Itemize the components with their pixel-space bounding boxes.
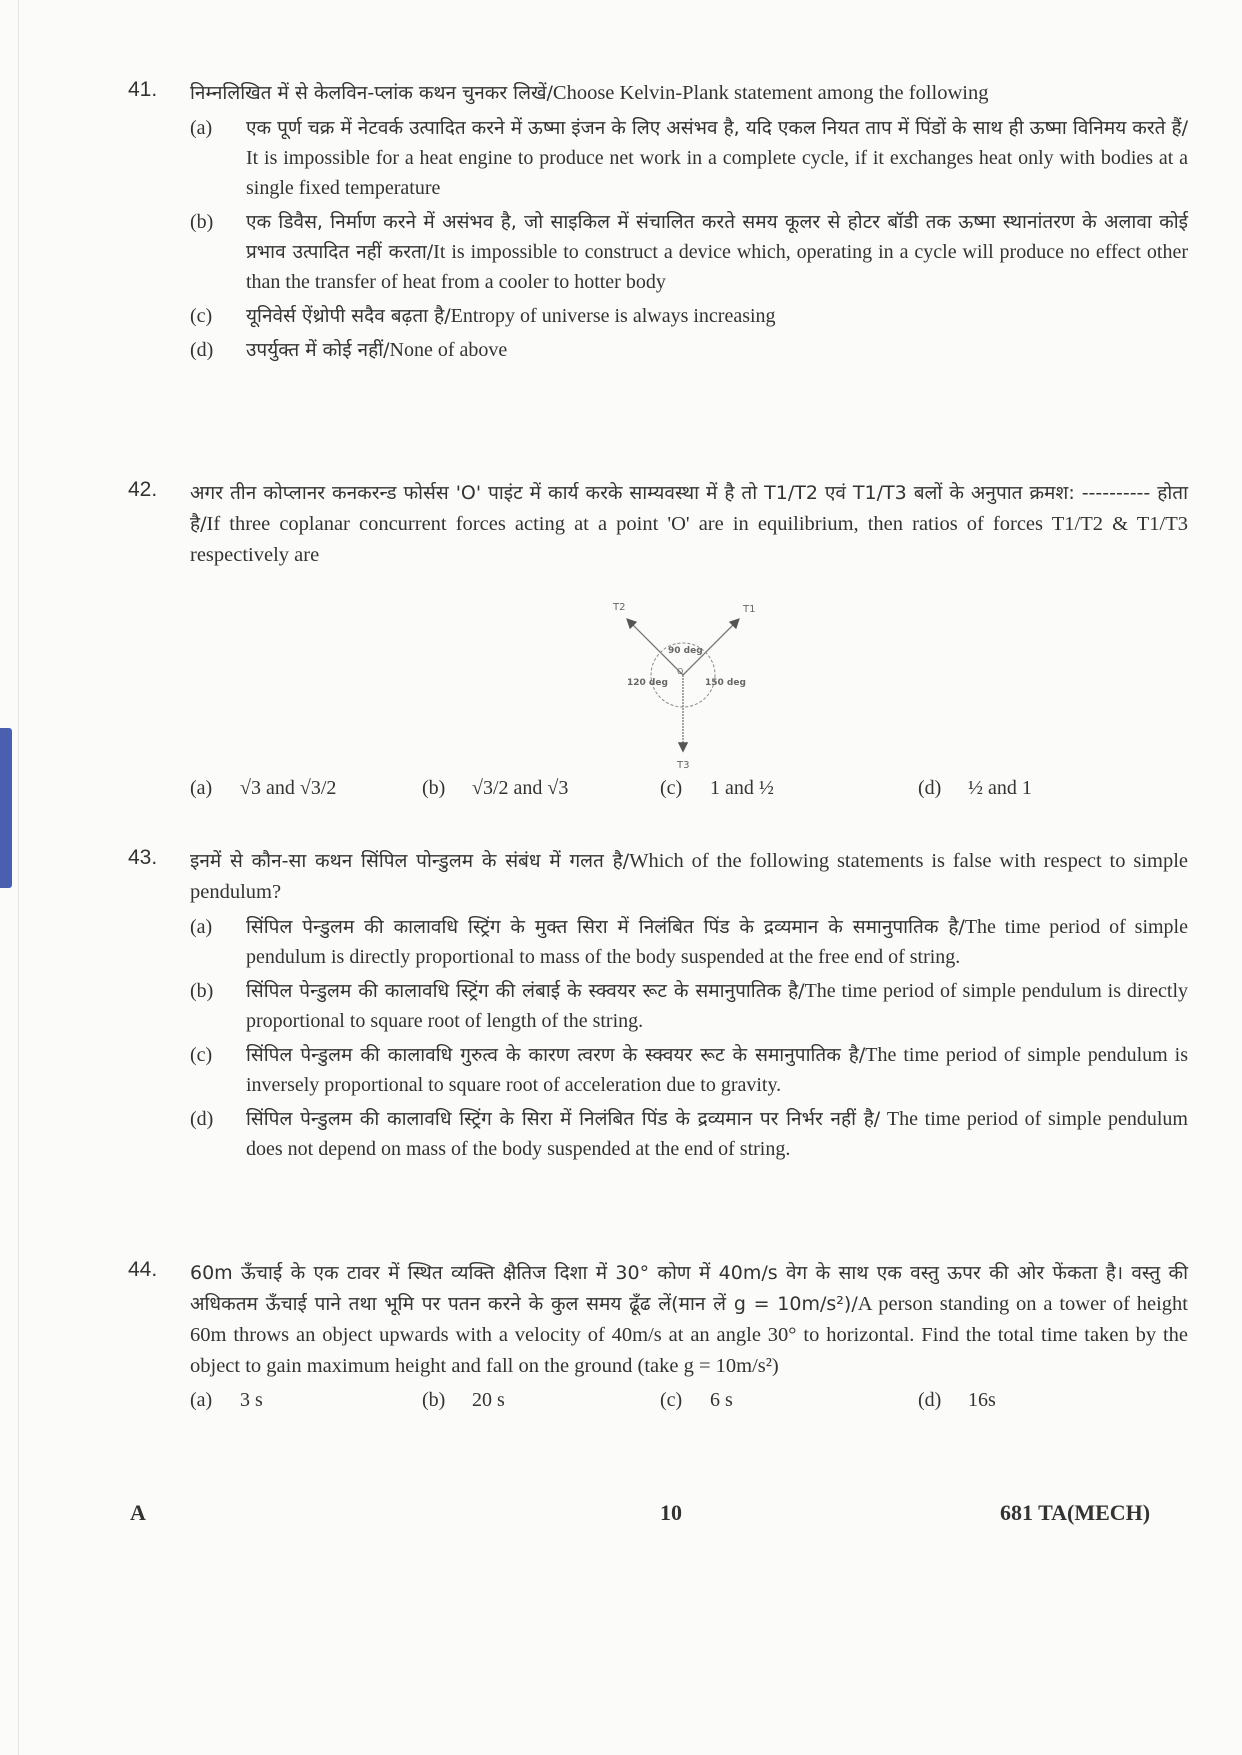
option-b: (b) 20 s bbox=[422, 1389, 505, 1411]
paper-code: 681 TA(MECH) bbox=[1000, 1500, 1151, 1525]
angle-90: 90 deg bbox=[668, 646, 703, 656]
option-c: (c) 6 s bbox=[660, 1389, 733, 1411]
page-number: 10 bbox=[660, 1500, 682, 1525]
option-a: (a) 3 s bbox=[190, 1389, 263, 1411]
question-42-options bbox=[128, 772, 1188, 804]
label-origin: O bbox=[677, 667, 684, 676]
option-c: (c) यूनिवेर्स ऐंथ्रोपी सदैव बढ़ता है/Entropy of universe is always increasing bbox=[190, 305, 776, 327]
option-a: (a) √3 and √3/2 bbox=[190, 777, 337, 799]
option-c: (c) सिंपिल पेन्डुलम की कालावधि गुरुत्व के कारण त्वरण के स्क्वयर रूट के समानुपातिक है/The time period of simple pendulum is inversely proportional to square root of acceleration due to gravity. bbox=[190, 1044, 1188, 1096]
question-44 bbox=[128, 1258, 1188, 1416]
binding-tape bbox=[0, 728, 12, 888]
question-text: 60m ऊँचाई के एक टावर में स्थित व्यक्ति क्षैतिज दिशा में 30° कोण में 40m/s वेग के साथ एक वस्तु ऊपर की ओर फेंकता है। वस्तु की अधिकतम ऊँचाई पाने तथा भूमि पर पतन करने के कुल समय ढूँढ लें(मान लें g = 10m/s²)/A person standing on a tower of height 60m throws an object upwards with a velocity of 40m/s at an angle 30° to horizontal. Find the total time taken by the object to gain maximum height and fall on the ground (take g = 10m/s²) bbox=[190, 1262, 1188, 1377]
label-t1: T1 bbox=[743, 604, 756, 615]
question-number: 43. bbox=[128, 846, 158, 869]
option-b: (b) सिंपिल पेन्डुलम की कालावधि स्ट्रिंग की लंबाई के स्क्वयर रूट के समानुपातिक है/The time period of simple pendulum is directly proportional to square root of length of the string. bbox=[190, 980, 1188, 1032]
angle-150: 150 deg bbox=[705, 678, 746, 688]
angle-120: 120 deg bbox=[627, 678, 668, 688]
page-binding-line bbox=[18, 0, 19, 1755]
option-b: (b) एक डिवैस, निर्माण करने में असंभव है, जो साइकिल में संचालित करते समय कूलर से होटर बॉडी तक ऊष्मा स्थानांतरण के अलावा कोई प्रभाव उत्पादित नहीं करता/It is impossible to construct a device which, operating in a cycle will produce no effect other than the transfer of heat from a cooler to hotter body bbox=[190, 211, 1189, 293]
question-text: निम्नलिखित में से केलविन-प्लांक कथन चुनकर लिखें/Choose Kelvin-Plank statement among the following bbox=[190, 82, 989, 104]
question-number: 41. bbox=[128, 78, 158, 101]
question-43 bbox=[128, 846, 1188, 1164]
question-number: 42. bbox=[128, 478, 158, 501]
option-d: (d) सिंपिल पेन्डुलम की कालावधि स्ट्रिंग के सिरा में निलंबित पिंड के द्रव्यमान पर निर्भर नहीं है/ The time period of simple pendulum does not depend on mass of the body suspended at the end of string. bbox=[190, 1108, 1188, 1160]
question-42 bbox=[128, 478, 1188, 571]
option-d: (d) ½ and 1 bbox=[918, 777, 1032, 799]
label-t2: T2 bbox=[613, 602, 626, 613]
question-text: अगर तीन कोप्लानर कनकरन्ड फोर्सस 'O' पाइंट में कार्य करके साम्यवस्था में है तो T1/T2 एवं T1/T3 बलों के अनुपात क्रमश: ---------- होता है/If three coplanar concurrent forces acting at a point 'O' are in equilibrium, then ratios of forces T1/T2 & T1/T3 respectively are bbox=[190, 482, 1188, 566]
option-a: (a) सिंपिल पेन्डुलम की कालावधि स्ट्रिंग के मुक्त सिरा में निलंबित पिंड के द्रव्यमान के समानुपातिक है/The time period of simple pendulum is directly proportional to mass of the body suspended at the free end of string. bbox=[190, 916, 1188, 968]
question-41 bbox=[128, 78, 1188, 365]
label-t3: T3 bbox=[677, 760, 690, 770]
footer-series: A bbox=[130, 1500, 146, 1525]
question-text: इनमें से कौन-सा कथन सिंपिल पोन्डुलम के संबंध में गलत है/Which of the following statements is false with respect to simple pendulum? bbox=[190, 850, 1188, 903]
option-b: (b) √3/2 and √3 bbox=[422, 777, 569, 799]
option-d: (d) 16s bbox=[918, 1389, 996, 1411]
option-d: (d) उपर्युक्त में कोई नहीं/None of above bbox=[190, 339, 508, 361]
force-diagram bbox=[598, 590, 778, 770]
option-a: (a) एक पूर्ण चक्र में नेटवर्क उत्पादित करने में ऊष्मा इंजन के लिए असंभव है, यदि एकल नियत ताप में पिंडों के साथ ही ऊष्मा विनिमय करते हैं/ It is impossible for a heat engine to produce net work in a complete cycle, if it exchanges heat only with bodies at a single fixed temperature bbox=[190, 117, 1188, 199]
question-number: 44. bbox=[128, 1258, 158, 1281]
option-c: (c) 1 and ½ bbox=[660, 777, 774, 799]
